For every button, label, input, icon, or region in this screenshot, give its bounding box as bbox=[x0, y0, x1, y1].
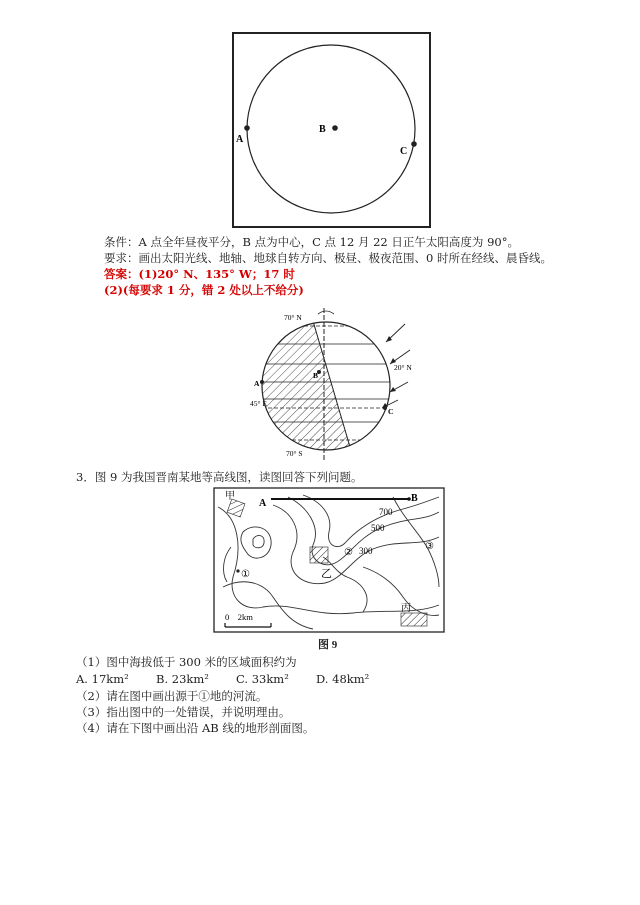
map-label-a: A bbox=[259, 498, 267, 509]
label-globe-c: C bbox=[388, 407, 394, 416]
map-label-p1: ① bbox=[241, 569, 250, 580]
sub-question-3: （3）指出图中的一处错误，并说明理由。 bbox=[76, 705, 291, 719]
label-globe-b: B bbox=[313, 371, 319, 380]
option-a: A. 17km² bbox=[76, 672, 129, 686]
sub-question-1: （1）图中海拔低于 300 米的区域面积约为 bbox=[76, 655, 297, 669]
label-b: B bbox=[319, 124, 326, 135]
option-c: C. 33km² bbox=[236, 672, 289, 686]
label-c: C bbox=[400, 146, 408, 157]
label-20n: 20° N bbox=[394, 363, 412, 372]
map-label-bing: 丙 bbox=[401, 603, 411, 614]
map-label-p3: ③ bbox=[425, 541, 434, 552]
map-label-jia: 甲 bbox=[225, 491, 235, 502]
sub-question-4: （4）请在下图中画出沿 AB 线的地形剖面图。 bbox=[76, 721, 315, 735]
question-3-stem: 3．图 9 为我国晋南某地等高线图，读图回答下列问题。 bbox=[76, 470, 363, 484]
label-70n: 70° N bbox=[284, 313, 302, 322]
contour-map bbox=[213, 487, 445, 635]
answer-line-1: 答案：(1)20° N、135° W；17 时 bbox=[104, 267, 295, 281]
answer-line-2: (2)(每要求 1 分，错 2 处以上不给分) bbox=[104, 283, 304, 297]
point-b bbox=[332, 125, 338, 131]
label-70s: 70° S bbox=[286, 449, 303, 458]
label-globe-a: A bbox=[254, 379, 260, 388]
map-caption: 图 9 bbox=[318, 639, 338, 651]
map-label-p2: ② bbox=[344, 547, 353, 558]
label-45e: 45° E bbox=[250, 399, 267, 408]
map-label-yi: 乙 bbox=[321, 568, 332, 580]
area-bing bbox=[401, 613, 427, 626]
figure-frame bbox=[233, 33, 430, 227]
label-a: A bbox=[236, 134, 244, 145]
point-a bbox=[244, 125, 250, 131]
map-label-700: 700 bbox=[379, 507, 393, 517]
option-b: B. 23km² bbox=[156, 672, 209, 686]
map-scale-label: 0 2km bbox=[225, 612, 253, 622]
figure-circle-diagram bbox=[228, 30, 434, 230]
map-label-b: B bbox=[411, 493, 418, 504]
figure-globe-answer bbox=[250, 304, 430, 464]
map-label-300: 300 bbox=[359, 546, 373, 556]
option-d: D. 48km² bbox=[316, 672, 370, 686]
point-c bbox=[411, 141, 417, 147]
requirements-text: 要求：画出太阳光线、地轴、地球自转方向、极昼、极夜范围、0 时所在经线、晨昏线。 bbox=[104, 251, 552, 265]
conditions-text: 条件：A 点全年昼夜平分，B 点为中心，C 点 12 月 22 日正午太阳高度为 90°。 bbox=[104, 235, 519, 249]
sub-question-2: （2）请在图中画出源于①地的河流。 bbox=[76, 689, 268, 703]
night-area bbox=[250, 304, 355, 464]
area-yi bbox=[310, 547, 328, 563]
map-label-500: 500 bbox=[371, 523, 385, 533]
globe-circle bbox=[247, 45, 415, 213]
